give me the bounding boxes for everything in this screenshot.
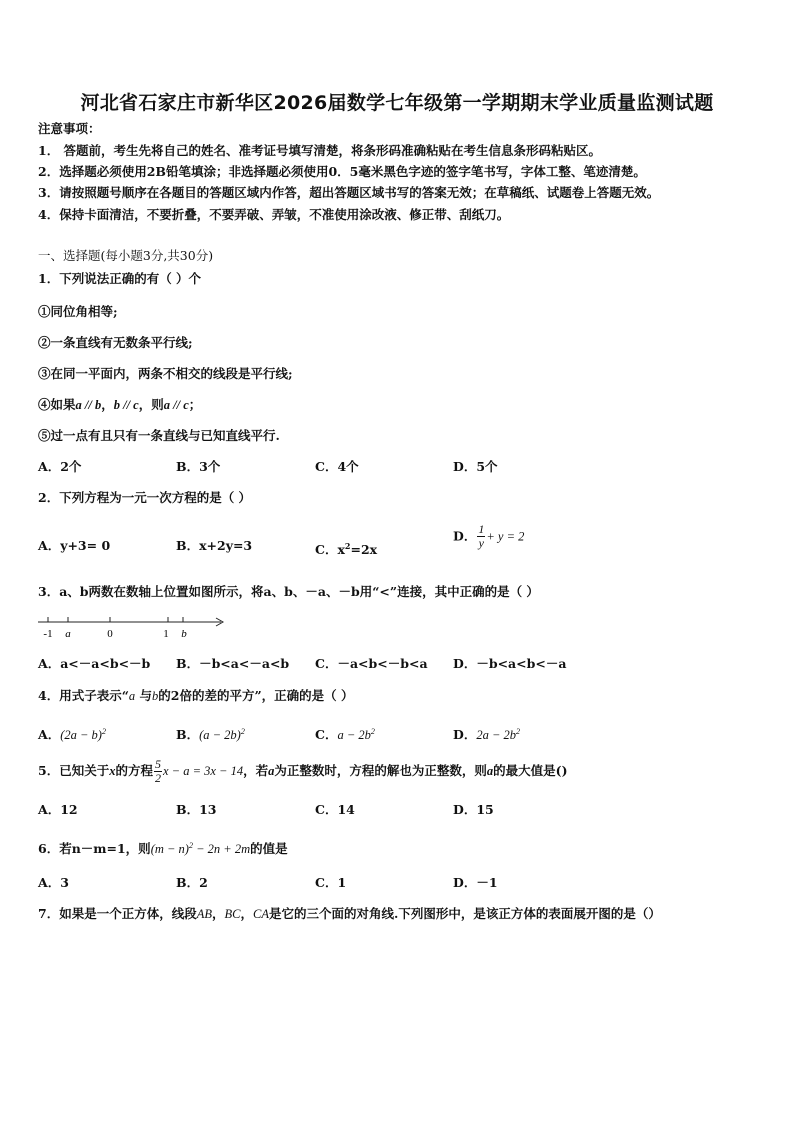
q7-sep-1: ， (211, 906, 225, 921)
q1-stem: 1．下列说法正确的有（ ）个 (38, 271, 202, 286)
q2-option-c-base: C．x (315, 542, 345, 558)
q6-stem-suffix: 的值是 (250, 841, 288, 857)
q1-statement-1: ①同位角相等; (38, 304, 118, 319)
tick-label-neg-one: -1 (43, 628, 53, 640)
tick-label-one: 1 (163, 628, 169, 640)
q1-s4-expr-b: b // c (113, 398, 139, 412)
q2-option-d-numerator: 1 (478, 522, 485, 536)
q7-segment-ab: AB (196, 907, 212, 921)
q2-option-d-label: D． (453, 528, 477, 544)
q1-statement-3: ③在同一平面内，两条不相交的线段是平行线; (38, 366, 293, 381)
document-title: 河北省石家庄市新华区2026届数学七年级第一学期期末学业质量监测试题 (80, 92, 714, 114)
q4-option-a-label: A． (38, 727, 61, 743)
q4-stem-suffix: 的2倍的差的平方”，正确的是（ ） (158, 688, 354, 703)
q4-stem-middle: 与 (135, 688, 152, 703)
q2-option-c (315, 538, 377, 558)
q4-option-a (38, 724, 106, 743)
tick-label-a: a (65, 628, 71, 640)
notice-item-3: 3．请按照题号顺序在各题目的答题区域内作答，超出答题区域书写的答案无效；在草稿纸、试题卷上答题无效。 (38, 185, 660, 200)
q5-stem-prefix: 5．已知关于 (38, 763, 110, 778)
q4-option-d (453, 724, 520, 743)
q4-option-b (176, 724, 245, 743)
q3-stem: 3．a、b两数在数轴上位置如图所示，将a、b、－a、－b用“<”连接，其中正确的是（ ） (38, 584, 539, 599)
q6-expr-2: − 2n + 2m (192, 842, 251, 857)
q5-stem (38, 758, 568, 785)
q3-option-a: A．a<－a<b<－b (38, 656, 151, 671)
q6-exponent: 2 (188, 841, 193, 850)
q5-var-a-2: a (486, 764, 494, 778)
q4-option-c-expr: a − 2b (337, 728, 371, 743)
q5-option-d: D．15 (453, 802, 494, 817)
notice-item-2: 2．选择题必须使用2B铅笔填涂；非选择题必须使用0．5毫米黑色字迹的签字笔书写，字体工整、笔迹清楚。 (38, 164, 646, 179)
q2-option-d-tail: + y = 2 (486, 529, 525, 544)
q7-segment-ca: CA (253, 907, 269, 921)
q1-statement-2: ②一条直线有无数条平行线; (38, 335, 193, 350)
q1-s4-sep-1: ， (101, 397, 114, 412)
q4-stem (38, 688, 354, 704)
q4-option-c-label: C． (315, 727, 338, 743)
q2-option-c-tail: =2x (350, 542, 378, 558)
q2-option-b: B．x+2y=3 (176, 538, 253, 553)
q6-option-d: D．－1 (453, 875, 498, 890)
q3-option-c: C．－a<b<－b<a (315, 656, 428, 671)
q4-option-c-exponent: 2 (370, 727, 375, 736)
q5-stem-suffix: 的最大值是() (493, 763, 568, 778)
q5-equation: x − a = 3x − 14 (162, 764, 244, 778)
q7-stem-suffix: 是它的三个面的对角线.下列图形中，是该正方体的表面展开图的是（） (268, 906, 661, 921)
q6-expr-1: (m − n) (150, 842, 189, 857)
q1-s4-expr-a: a // b (75, 398, 102, 412)
q1-option-c: C．4个 (315, 459, 359, 474)
q4-var-a: a (128, 689, 136, 703)
q1-s4-expr-c: a // c (163, 398, 189, 412)
q4-option-b-expr: (a − 2b) (199, 728, 241, 743)
q7-segment-bc: BC (224, 907, 241, 921)
q4-option-d-expr: 2a − 2b (476, 728, 517, 743)
q7-sep-2: ， (240, 906, 253, 921)
q1-s4-prefix: ④如果 (38, 397, 76, 412)
q4-option-c (315, 724, 375, 743)
q2-option-d-denominator: y (478, 536, 484, 550)
q4-option-a-exponent: 2 (101, 727, 106, 736)
q2-option-c-exponent: 2 (344, 541, 351, 551)
notice-item-1: 1． 答题前，考生先将自己的姓名、准考证号填写清楚，将条形码准确粘贴在考生信息条形码粘贴区。 (38, 143, 602, 158)
q7-stem-prefix: 7．如果是一个正方体，线段 (38, 906, 197, 921)
q4-var-b: b (152, 689, 159, 703)
q5-option-a: A．12 (38, 802, 78, 817)
q2-option-a: A．y+3= 0 (38, 538, 111, 553)
q1-option-b: B．3个 (176, 459, 221, 474)
q5-var-a-1: a (268, 764, 275, 778)
number-line-figure (38, 612, 228, 642)
q1-option-a: A．2个 (38, 459, 82, 474)
q1-s4-end: ； (188, 397, 202, 412)
notice-heading: 注意事项： (38, 121, 101, 136)
q2-option-d (453, 523, 524, 550)
notice-item-4: 4．保持卡面清洁，不要折叠，不要弄破、弄皱，不准使用涂改液、修正带、刮纸刀。 (38, 207, 510, 222)
q1-option-d: D．5个 (453, 459, 498, 474)
q6-stem (38, 838, 288, 857)
q5-var-x: x (109, 764, 116, 778)
q4-option-d-exponent: 2 (516, 727, 521, 736)
q3-option-b: B．－b<a<－a<b (176, 656, 290, 671)
q1-statement-4 (38, 397, 201, 413)
q5-stem-middle-2: ，若 (243, 763, 269, 778)
q7-stem (38, 906, 661, 922)
q4-stem-prefix: 4．用式子表示“ (38, 688, 129, 703)
section-heading: 一、选择题(每小题3分,共30分) (38, 248, 214, 263)
q4-option-d-label: D． (453, 727, 477, 743)
q5-fraction (154, 758, 162, 785)
q4-option-b-label: B． (176, 727, 200, 743)
q6-stem-prefix: 6．若n－m=1，则 (38, 841, 151, 857)
q1-statement-5: ⑤过一点有且只有一条直线与已知直线平行. (38, 428, 280, 443)
tick-label-zero: 0 (107, 628, 113, 640)
q5-stem-middle-3: 为正整数时，方程的解也为正整数，则 (274, 763, 487, 778)
q1-s4-sep-2: ，则 (138, 397, 164, 412)
q5-option-b: B．13 (176, 802, 217, 817)
q2-stem: 2．下列方程为一元一次方程的是（ ） (38, 490, 252, 505)
q6-option-c: C．1 (315, 875, 347, 890)
q5-option-c: C．14 (315, 802, 355, 817)
q6-option-b: B．2 (176, 875, 208, 890)
tick-label-b: b (181, 628, 187, 640)
q5-stem-middle-1: 的方程 (115, 763, 153, 778)
q6-option-a: A．3 (38, 875, 69, 890)
q3-option-d: D．－b<a<b<－a (453, 656, 567, 671)
q4-option-a-expr: (2a − b) (60, 728, 102, 743)
q5-fraction-denominator: 2 (154, 771, 161, 785)
q5-fraction-numerator: 5 (154, 757, 161, 771)
q2-option-d-fraction (477, 523, 485, 550)
q4-option-b-exponent: 2 (240, 727, 245, 736)
